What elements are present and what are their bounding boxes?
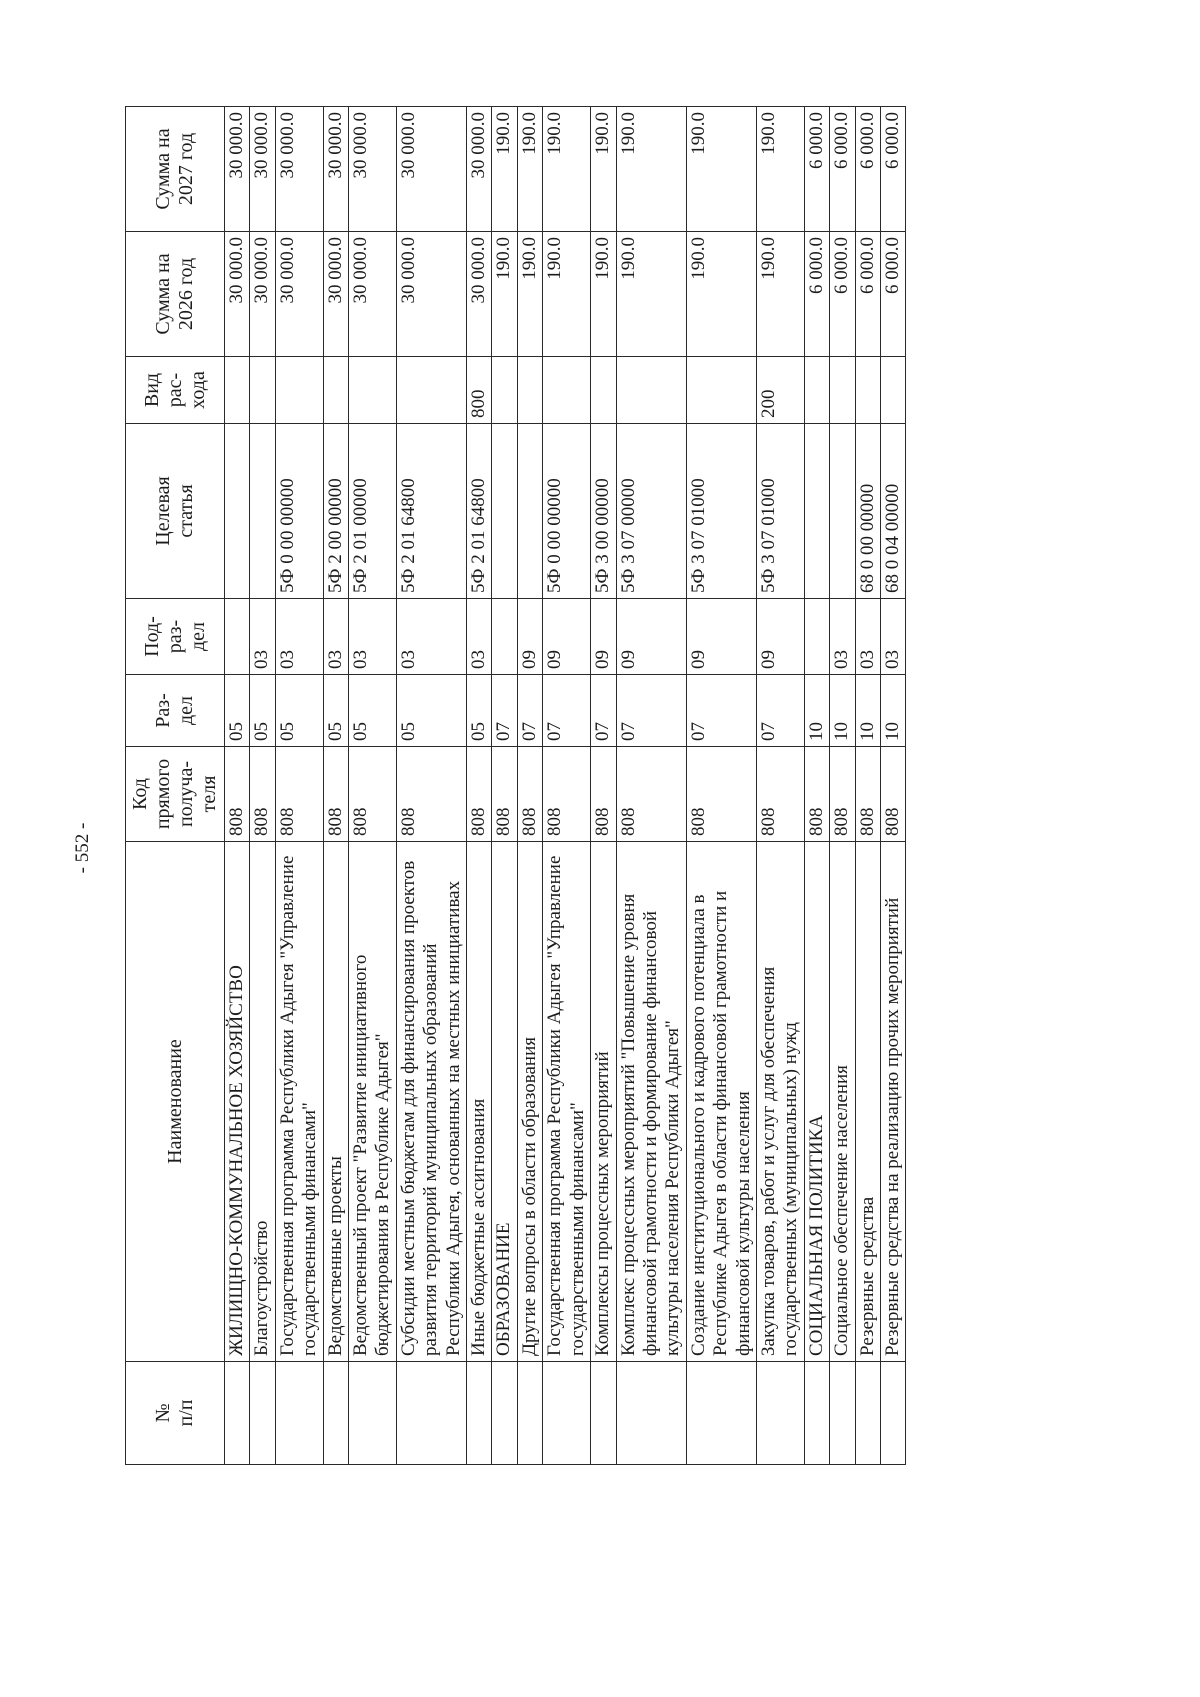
row-num: [591, 1362, 616, 1465]
table-row: [275, 107, 323, 1465]
row-sum-2027: 190.0: [686, 107, 756, 232]
row-subsection: [225, 599, 250, 675]
row-subsection: 03: [830, 599, 855, 675]
row-num: [323, 1362, 348, 1465]
table-row: [880, 107, 905, 1465]
row-sum-2027: 30 000.0: [323, 107, 348, 232]
row-section: 05: [467, 675, 492, 747]
row-sum-2027: 30 000.0: [349, 107, 397, 232]
row-num: [467, 1362, 492, 1465]
row-num: [686, 1362, 756, 1465]
row-expense-type: [855, 357, 880, 424]
row-subsection: 09: [591, 599, 616, 675]
row-recipient: 808: [616, 747, 686, 842]
table-row: [830, 107, 855, 1465]
row-recipient: 808: [349, 747, 397, 842]
row-name: Государственная программа Республики Адыгея "Управление государственными финансами": [543, 842, 591, 1362]
row-section: 05: [225, 675, 250, 747]
row-expense-type: [880, 357, 905, 424]
row-recipient: 808: [225, 747, 250, 842]
row-sum-2026: 6 000.0: [880, 232, 905, 357]
row-expense-type: [250, 357, 275, 424]
row-subsection: 09: [517, 599, 542, 675]
row-recipient: 808: [543, 747, 591, 842]
row-sum-2026: 30 000.0: [467, 232, 492, 357]
table-row: [323, 107, 348, 1465]
row-num: [880, 1362, 905, 1465]
table-row: [855, 107, 880, 1465]
table-row: [250, 107, 275, 1465]
row-section: 10: [804, 675, 829, 747]
row-sum-2026: 6 000.0: [855, 232, 880, 357]
table-row: [804, 107, 829, 1465]
row-target: [225, 424, 250, 599]
row-recipient: 808: [830, 747, 855, 842]
row-sum-2026: 6 000.0: [830, 232, 855, 357]
row-sum-2026: 190.0: [492, 232, 517, 357]
row-sum-2027: 190.0: [517, 107, 542, 232]
row-section: 10: [830, 675, 855, 747]
row-target: 5Ф 2 00 00000: [323, 424, 348, 599]
row-subsection: 03: [855, 599, 880, 675]
table-row: [591, 107, 616, 1465]
row-subsection: 09: [756, 599, 804, 675]
row-recipient: 808: [323, 747, 348, 842]
header-expense-type: Вид рас- хода: [126, 357, 225, 424]
row-subsection: 09: [616, 599, 686, 675]
row-subsection: 03: [323, 599, 348, 675]
row-target: [804, 424, 829, 599]
row-sum-2026: 30 000.0: [275, 232, 323, 357]
row-expense-type: [225, 357, 250, 424]
row-sum-2026: 6 000.0: [804, 232, 829, 357]
row-sum-2027: 190.0: [543, 107, 591, 232]
row-section: 07: [517, 675, 542, 747]
row-section: 07: [686, 675, 756, 747]
row-recipient: 808: [591, 747, 616, 842]
row-num: [275, 1362, 323, 1465]
row-name: Иные бюджетные ассигнования: [467, 842, 492, 1362]
row-sum-2027: 30 000.0: [467, 107, 492, 232]
row-num: [543, 1362, 591, 1465]
row-subsection: 03: [467, 599, 492, 675]
row-num: [855, 1362, 880, 1465]
row-sum-2027: 6 000.0: [804, 107, 829, 232]
row-target: 5Ф 0 00 00000: [543, 424, 591, 599]
row-num: [396, 1362, 466, 1465]
table-row: [467, 107, 492, 1465]
row-target: 68 0 00 00000: [855, 424, 880, 599]
row-expense-type: 800: [467, 357, 492, 424]
table-row: [517, 107, 542, 1465]
row-name: Государственная программа Республики Адыгея "Управление государственными финансами": [275, 842, 323, 1362]
row-sum-2027: 30 000.0: [275, 107, 323, 232]
row-section: 05: [275, 675, 323, 747]
row-sum-2027: 30 000.0: [396, 107, 466, 232]
table-row: [543, 107, 591, 1465]
header-subsection: Под- раз- дел: [126, 599, 225, 675]
row-name: Комплекс процессных мероприятий "Повышение уровня финансовой грамотности и формирование финансовой культуры населения Республики Адыгея": [616, 842, 686, 1362]
row-subsection: [492, 599, 517, 675]
row-name: Ведомственный проект "Развитие инициативного бюджетирования в Республике Адыгея": [349, 842, 397, 1362]
row-sum-2026: 190.0: [756, 232, 804, 357]
row-sum-2027: 6 000.0: [830, 107, 855, 232]
row-section: 07: [616, 675, 686, 747]
row-expense-type: [517, 357, 542, 424]
row-name: Создание институционального и кадрового потенциала в Республике Адыгея в области финансовой грамотности и финансовой культуры населения: [686, 842, 756, 1362]
row-expense-type: [686, 357, 756, 424]
row-recipient: 808: [804, 747, 829, 842]
table-row: [686, 107, 756, 1465]
row-target: 5Ф 3 07 01000: [686, 424, 756, 599]
row-section: 07: [756, 675, 804, 747]
table-body: [225, 107, 906, 1465]
row-name: Резервные средства: [855, 842, 880, 1362]
row-expense-type: [543, 357, 591, 424]
row-recipient: 808: [756, 747, 804, 842]
row-subsection: [804, 599, 829, 675]
row-sum-2026: 30 000.0: [323, 232, 348, 357]
row-num: [492, 1362, 517, 1465]
header-recipient: Код прямого получа- теля: [126, 747, 225, 842]
row-sum-2027: 30 000.0: [225, 107, 250, 232]
row-expense-type: [591, 357, 616, 424]
row-expense-type: [616, 357, 686, 424]
row-expense-type: [275, 357, 323, 424]
row-expense-type: [492, 357, 517, 424]
row-name: Субсидии местным бюджетам для финансирования проектов развития территорий муниципальных образований Республики Адыгея, основанных на местных инициативах: [396, 842, 466, 1362]
row-target: [492, 424, 517, 599]
row-name: СОЦИАЛЬНАЯ ПОЛИТИКА: [804, 842, 829, 1362]
row-expense-type: 200: [756, 357, 804, 424]
row-sum-2026: 30 000.0: [225, 232, 250, 357]
row-target: 5Ф 2 01 64800: [396, 424, 466, 599]
row-name: Ведомственные проекты: [323, 842, 348, 1362]
row-sum-2026: 190.0: [543, 232, 591, 357]
row-target: 68 0 04 00000: [880, 424, 905, 599]
row-expense-type: [396, 357, 466, 424]
table-row: [396, 107, 466, 1465]
row-section: 05: [323, 675, 348, 747]
row-section: 07: [543, 675, 591, 747]
header-sum-2027: Сумма на 2027 год: [126, 107, 225, 232]
row-sum-2026: 190.0: [686, 232, 756, 357]
row-expense-type: [349, 357, 397, 424]
row-recipient: 808: [396, 747, 466, 842]
row-recipient: 808: [275, 747, 323, 842]
row-sum-2027: 190.0: [492, 107, 517, 232]
row-sum-2026: 190.0: [616, 232, 686, 357]
row-subsection: 09: [686, 599, 756, 675]
header-name: Наименование: [126, 842, 225, 1362]
row-subsection: 03: [250, 599, 275, 675]
row-target: 5Ф 0 00 00000: [275, 424, 323, 599]
row-sum-2026: 30 000.0: [396, 232, 466, 357]
row-num: [616, 1362, 686, 1465]
table-header-row: [126, 107, 225, 1465]
row-sum-2027: 190.0: [616, 107, 686, 232]
budget-table: [125, 106, 906, 1465]
page-number: - 552 -: [72, 822, 93, 874]
row-section: 10: [880, 675, 905, 747]
table-row: [492, 107, 517, 1465]
row-recipient: 808: [517, 747, 542, 842]
row-sum-2026: 30 000.0: [349, 232, 397, 357]
row-name: Комплексы процессных мероприятий: [591, 842, 616, 1362]
row-name: ЖИЛИЩНО-КОММУНАЛЬНОЕ ХОЗЯЙСТВО: [225, 842, 250, 1362]
table-row: [225, 107, 250, 1465]
table-row: [756, 107, 804, 1465]
row-subsection: 03: [880, 599, 905, 675]
row-num: [517, 1362, 542, 1465]
row-subsection: 03: [275, 599, 323, 675]
row-num: [225, 1362, 250, 1465]
row-sum-2026: 190.0: [517, 232, 542, 357]
header-target: Целевая статья: [126, 424, 225, 599]
row-recipient: 808: [492, 747, 517, 842]
row-recipient: 808: [250, 747, 275, 842]
header-sum-2026: Сумма на 2026 год: [126, 232, 225, 357]
row-target: [250, 424, 275, 599]
header-num: № п/п: [126, 1362, 225, 1465]
row-target: 5Ф 3 07 01000: [756, 424, 804, 599]
row-section: 05: [396, 675, 466, 747]
row-subsection: 03: [349, 599, 397, 675]
row-sum-2027: 190.0: [756, 107, 804, 232]
row-recipient: 808: [467, 747, 492, 842]
table-row: [616, 107, 686, 1465]
row-name: Социальное обеспечение населения: [830, 842, 855, 1362]
row-name: Закупка товаров, работ и услуг для обеспечения государственных (муниципальных) нужд: [756, 842, 804, 1362]
row-target: 5Ф 2 01 00000: [349, 424, 397, 599]
row-target: [517, 424, 542, 599]
row-name: Резервные средства на реализацию прочих мероприятий: [880, 842, 905, 1362]
row-name: Благоустройство: [250, 842, 275, 1362]
row-section: 05: [349, 675, 397, 747]
row-recipient: 808: [855, 747, 880, 842]
row-num: [349, 1362, 397, 1465]
row-subsection: 03: [396, 599, 466, 675]
row-sum-2027: 6 000.0: [855, 107, 880, 232]
row-name: Другие вопросы в области образования: [517, 842, 542, 1362]
row-expense-type: [804, 357, 829, 424]
row-recipient: 808: [880, 747, 905, 842]
row-sum-2027: 6 000.0: [880, 107, 905, 232]
table-row: [349, 107, 397, 1465]
rotated-budget-table: [125, 107, 995, 1465]
row-target: 5Ф 3 00 00000: [591, 424, 616, 599]
row-subsection: 09: [543, 599, 591, 675]
row-sum-2026: 30 000.0: [250, 232, 275, 357]
row-num: [804, 1362, 829, 1465]
row-section: 07: [492, 675, 517, 747]
row-sum-2026: 190.0: [591, 232, 616, 357]
row-target: 5Ф 2 01 64800: [467, 424, 492, 599]
row-num: [250, 1362, 275, 1465]
row-name: ОБРАЗОВАНИЕ: [492, 842, 517, 1362]
row-num: [830, 1362, 855, 1465]
header-section: Раз- дел: [126, 675, 225, 747]
row-expense-type: [323, 357, 348, 424]
row-section: 07: [591, 675, 616, 747]
row-section: 05: [250, 675, 275, 747]
row-recipient: 808: [686, 747, 756, 842]
row-num: [756, 1362, 804, 1465]
row-target: 5Ф 3 07 00000: [616, 424, 686, 599]
row-sum-2027: 30 000.0: [250, 107, 275, 232]
row-sum-2027: 190.0: [591, 107, 616, 232]
row-section: 10: [855, 675, 880, 747]
row-target: [830, 424, 855, 599]
row-expense-type: [830, 357, 855, 424]
